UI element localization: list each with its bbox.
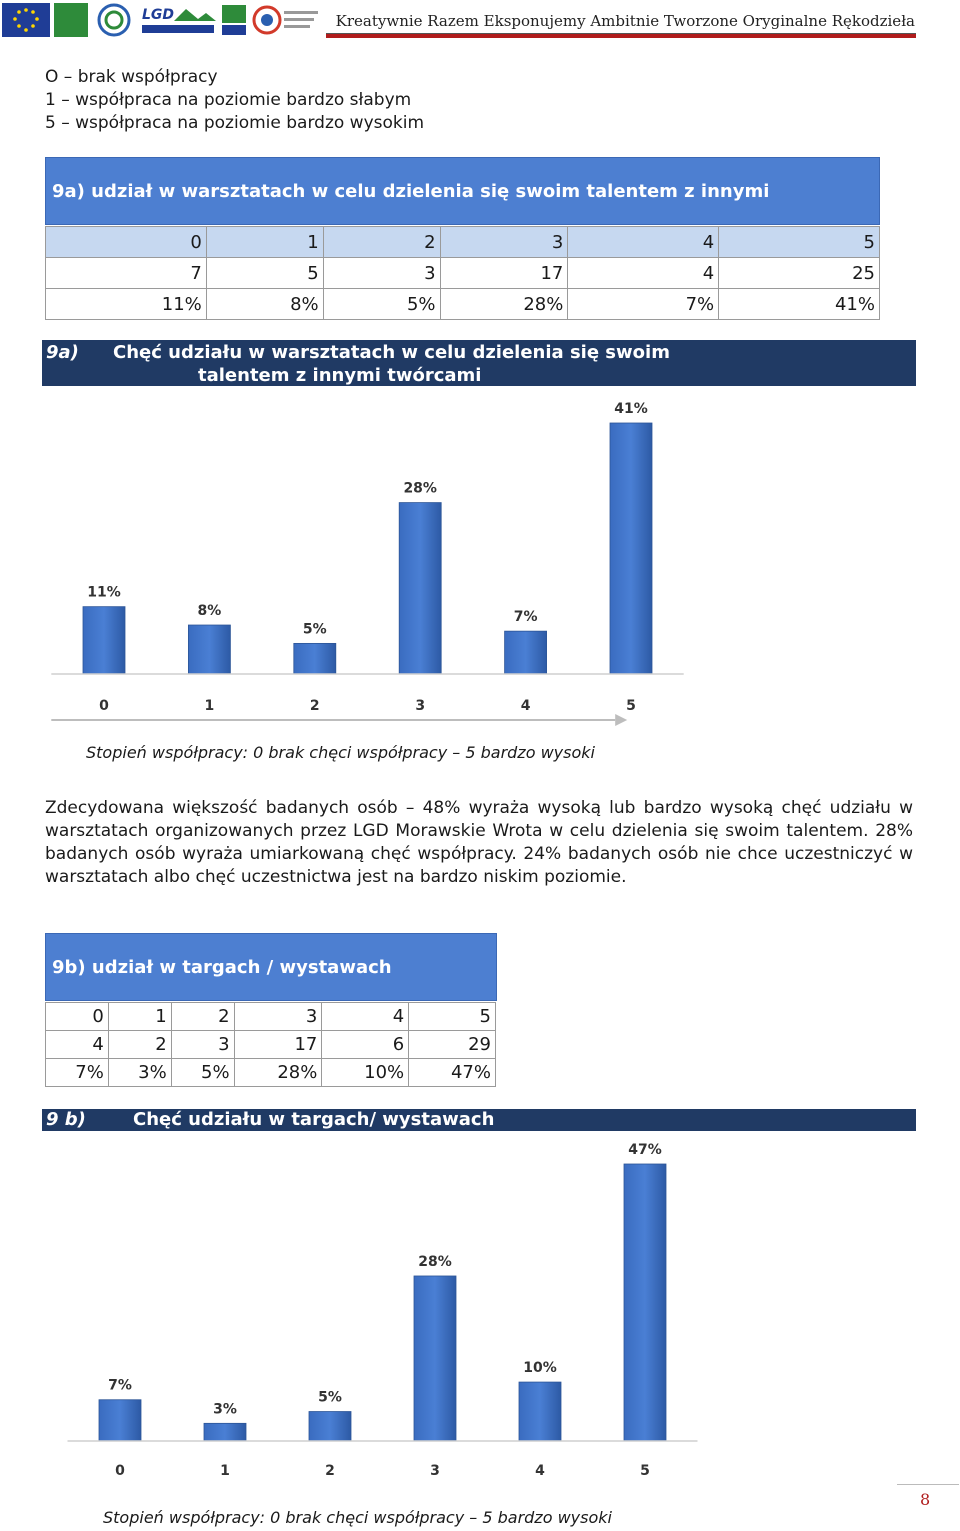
- table-cell: 17: [440, 258, 568, 289]
- chart-9a-title-label: 9a): [46, 342, 79, 363]
- header-rule: [326, 33, 916, 38]
- table-cell: 5: [409, 1003, 496, 1031]
- chart-9a-data-label: 8%: [197, 603, 222, 620]
- table-9b-title-text: 9b) udział w targach / wystawach: [52, 957, 392, 978]
- table-9a: [45, 226, 880, 320]
- table-cell: 29: [409, 1031, 496, 1059]
- table-cell: 47%: [409, 1059, 496, 1087]
- table-cell: 28%: [440, 289, 568, 320]
- table-cell: 41%: [719, 289, 880, 320]
- table-cell: 8%: [206, 289, 323, 320]
- chart-9b-tick-label: 3: [430, 1463, 440, 1479]
- header-title: Kreatywnie Razem Eksponujemy Ambitnie Tworzone Oryginalne Rękodzieła: [335, 12, 915, 30]
- table-cell: 3: [234, 1003, 322, 1031]
- table-cell: 10%: [322, 1059, 409, 1087]
- chart-9b-tick-label: 4: [535, 1463, 545, 1479]
- scale-legend-line: 5 – współpraca na poziomie bardzo wysokim: [45, 113, 425, 133]
- chart-9b-data-label: 28%: [418, 1253, 452, 1270]
- chart-9a-tick-label: 0: [99, 698, 109, 714]
- chart-9b-bar-3: [414, 1276, 456, 1441]
- page-number-rule: [897, 1484, 959, 1485]
- table-cell: 5: [719, 227, 880, 258]
- prow-icon: [220, 3, 248, 37]
- table-row: [46, 1059, 496, 1087]
- table-row: [46, 1003, 496, 1031]
- scale-legend-line: O – brak współpracy: [45, 67, 218, 87]
- chart-9a-data-label: 11%: [87, 584, 121, 601]
- chart-9b-tick-label: 0: [115, 1463, 125, 1479]
- chart-9a-tick-label: 3: [415, 698, 426, 714]
- chart-9a-tick-label: 5: [626, 698, 636, 714]
- table-cell: 5%: [323, 289, 440, 320]
- table-cell: 3%: [108, 1059, 171, 1087]
- chart-9b-tick-label: 1: [220, 1463, 230, 1479]
- chart-9b-title: [42, 1109, 916, 1131]
- prow-logo: [220, 3, 248, 37]
- chart-9a: [0, 390, 960, 730]
- chart-9a-title: [42, 340, 916, 386]
- table-9a-title: [45, 157, 880, 225]
- chart-9b-bar-0: [99, 1400, 141, 1441]
- chart-9b-bar-4: [519, 1382, 561, 1441]
- table-cell: 25: [719, 258, 880, 289]
- chart-9a-tick-label: 2: [309, 698, 320, 714]
- eu-stars-icon: [2, 3, 50, 37]
- table-cell: 4: [322, 1003, 409, 1031]
- table-cell: 4: [568, 258, 719, 289]
- table-cell: 4: [568, 227, 719, 258]
- chart-9a-data-label: 28%: [403, 480, 437, 497]
- table-cell: 2: [108, 1031, 171, 1059]
- chart-9a-title-line1: Chęć udziału w warsztatach w celu dzielenia się swoim: [113, 342, 670, 363]
- table-cell: 2: [171, 1003, 234, 1031]
- summary-paragraph: Zdecydowana większość badanych osób – 48% wyraża wysoką lub bardzo wysoką chęć udziału w warsztatach organizowanych przez LGD Morawskie Wrota w celu dzielenia się swoim talentem. 28% badanych osób wyraża umiarkowaną chęć współpracy. 24% badanych osób nie chce uczestniczyć w warsztatach albo chęć uczestnictwa jest na bardzo niskim poziomie.: [45, 798, 913, 887]
- chart-9a-bar-3: [399, 503, 441, 674]
- chart-9a-bar-5: [610, 423, 652, 674]
- svg-text:LGD: LGD: [142, 7, 175, 23]
- table-cell: 3: [171, 1031, 234, 1059]
- chart-9a-title-line2: talentem z innymi twórcami: [198, 365, 482, 386]
- chart-9a-bar-1: [188, 625, 230, 674]
- chart-9b-title-label: 9 b): [46, 1109, 86, 1130]
- chart-9b-tick-label: 2: [325, 1463, 335, 1479]
- chart-9a-data-label: 5%: [302, 621, 327, 638]
- table-cell: 3: [323, 258, 440, 289]
- table-cell: 5%: [171, 1059, 234, 1087]
- table-row: [46, 1031, 496, 1059]
- table-cell: 2: [323, 227, 440, 258]
- chart-9b-bar-2: [309, 1412, 351, 1441]
- chart-9b-data-label: 7%: [108, 1377, 132, 1394]
- table-cell: 6: [322, 1031, 409, 1059]
- table-row: [46, 258, 880, 289]
- chart-9a-tick-label: 1: [204, 698, 215, 714]
- chart-9a-arrow-head-icon: [615, 714, 627, 726]
- table-9b-title: [45, 933, 497, 1001]
- table-cell: 7%: [46, 1059, 109, 1087]
- lgd-mountain-icon: [140, 3, 216, 37]
- scale-legend-line: 1 – współpraca na poziomie bardzo słabym: [45, 90, 412, 110]
- chart-9b-data-label: 5%: [318, 1389, 342, 1406]
- page-number: 8: [920, 1490, 931, 1509]
- table-cell: 0: [46, 1003, 109, 1031]
- lgd-circles-logo: [92, 3, 136, 37]
- chart-9a-bar-4: [505, 631, 547, 674]
- table-cell: 7%: [568, 289, 719, 320]
- chart-9a-data-label: 41%: [614, 401, 648, 417]
- table-cell: 4: [46, 1031, 109, 1059]
- table-cell: 28%: [234, 1059, 322, 1087]
- chart-9a-bar-2: [294, 643, 336, 674]
- lgd-morawskie-wrota-logo: [140, 3, 216, 37]
- chart-9b-bar-5: [624, 1164, 666, 1441]
- chart-9a-bar-0: [83, 607, 125, 674]
- leader-logo: [54, 3, 88, 37]
- chart-9b-bar-1: [204, 1423, 246, 1441]
- chart-9a-caption: Stopień współpracy: 0 brak chęci współpracy – 5 bardzo wysoki: [86, 743, 595, 762]
- circles-icon: [92, 3, 136, 37]
- table-cell: 0: [46, 227, 207, 258]
- wojewodztwo-icon: [252, 3, 322, 37]
- chart-9a-data-label: 7%: [513, 609, 538, 626]
- table-row: [46, 289, 880, 320]
- chart-9b-data-label: 47%: [628, 1142, 662, 1158]
- table-cell: 3: [440, 227, 568, 258]
- table-row: [46, 227, 880, 258]
- table-9b: [45, 1002, 496, 1087]
- chart-9b-tick-label: 5: [640, 1463, 650, 1479]
- chart-9b-data-label: 10%: [523, 1360, 557, 1377]
- scale-legend: [45, 66, 424, 135]
- chart-9a-tick-label: 4: [520, 698, 531, 714]
- table-cell: 17: [234, 1031, 322, 1059]
- table-cell: 7: [46, 258, 207, 289]
- table-cell: 11%: [46, 289, 207, 320]
- table-cell: 1: [108, 1003, 171, 1031]
- wojewodztwo-logo: [252, 3, 322, 37]
- chart-9b: [0, 1133, 960, 1483]
- chart-9b-title-text: Chęć udziału w targach/ wystawach: [133, 1109, 495, 1130]
- table-cell: 5: [206, 258, 323, 289]
- table-cell: 1: [206, 227, 323, 258]
- eu-flag-logo: [2, 3, 50, 37]
- table-9a-title-text: 9a) udział w warsztatach w celu dzielenia się swoim talentem z innymi: [52, 181, 770, 202]
- header-logos: [0, 0, 328, 40]
- chart-9b-caption: Stopień współpracy: 0 brak chęci współpracy – 5 bardzo wysoki: [103, 1508, 612, 1527]
- chart-9b-data-label: 3%: [213, 1401, 237, 1418]
